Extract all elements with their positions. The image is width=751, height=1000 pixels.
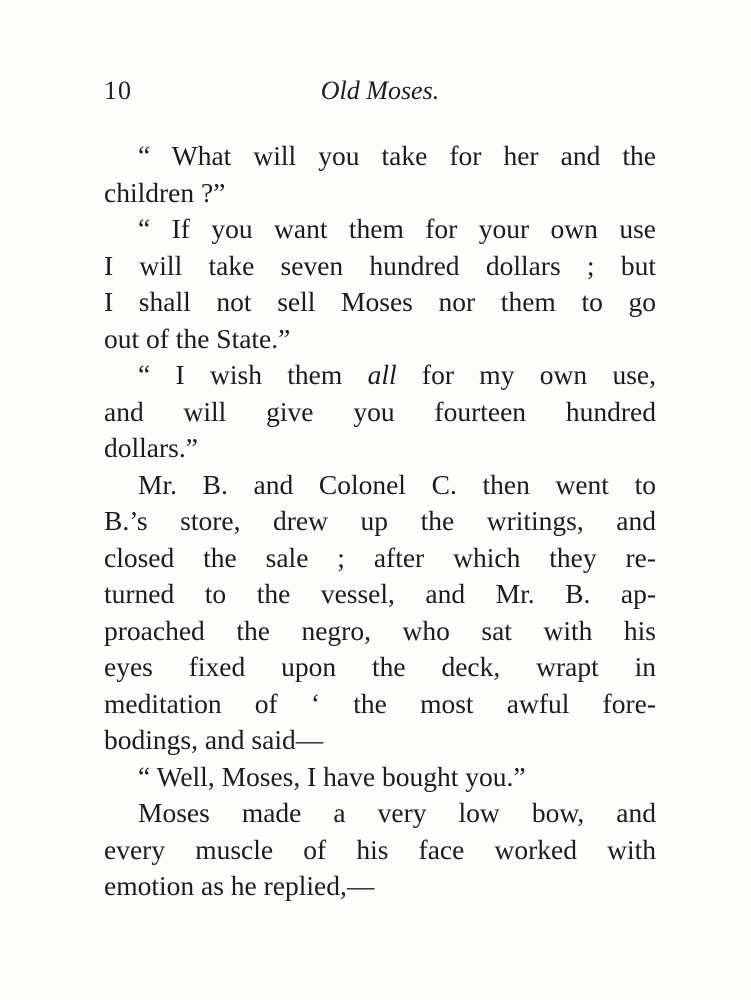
text-line: meditation of ‘ the most awful fore- — [104, 687, 656, 719]
paragraph — [104, 357, 656, 467]
body-text — [104, 138, 656, 905]
text-line: every muscle of his face worked with — [104, 833, 656, 865]
text-line: “ What will you take for her and the — [138, 140, 656, 171]
text-line: I will take seven hundred dollars ; but — [104, 249, 656, 281]
text-line: I shall not sell Moses nor them to go — [104, 286, 656, 317]
text-line: proached the negro, who sat with his — [104, 614, 656, 646]
text-line: Moses made a very low bow, and — [138, 797, 656, 828]
text-line: eyes fixed upon the deck, wrapt in — [104, 651, 656, 682]
paragraph — [104, 759, 656, 796]
paragraph — [104, 467, 656, 759]
text-line: “ I wish them all for my own use, — [138, 359, 656, 390]
text-line: children ?” — [104, 176, 226, 208]
paragraph — [104, 211, 656, 357]
text-line: dollars.” — [104, 432, 198, 463]
running-title: Old Moses. — [320, 76, 440, 105]
text-line: turned to the vessel, and Mr. B. ap- — [104, 578, 656, 609]
text-line: “ Well, Moses, I have bought you.” — [138, 760, 526, 792]
paragraph — [104, 795, 656, 905]
text-line: “ If you want them for your own use — [138, 213, 656, 244]
text-line: and will give you fourteen hundred — [104, 395, 656, 427]
text-line: closed the sale ; after which they re- — [104, 541, 656, 573]
text-line: out of the State.” — [104, 322, 291, 354]
paragraph — [104, 138, 656, 211]
text-line: Mr. B. and Colonel C. then went to — [138, 468, 656, 500]
page-number: 10 — [104, 76, 132, 105]
text-line: B.’s store, drew up the writings, and — [104, 505, 656, 536]
emphasis: all — [367, 359, 397, 390]
text-line: emotion as he replied,— — [104, 870, 375, 901]
page-header — [104, 76, 656, 116]
text-line: bodings, and said— — [104, 724, 324, 755]
